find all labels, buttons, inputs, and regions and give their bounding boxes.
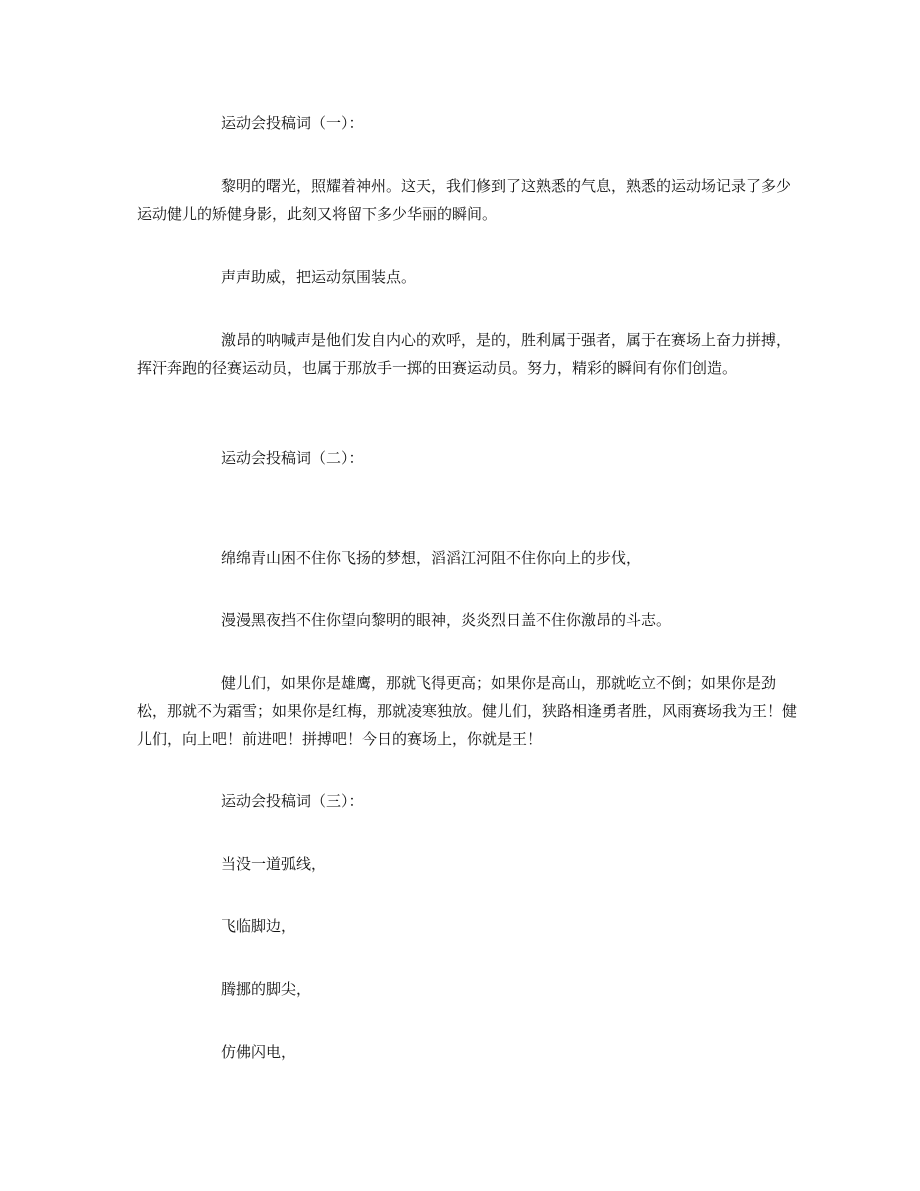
paragraph-dawn: 黎明的曙光，照耀着神州。这天，我们修到了这熟悉的气息，熟悉的运动场记录了多少运动健儿的矫健身影，此刻又将留下多少华丽的瞬间。 — [137, 177, 792, 223]
poem-line-3: 腾挪的脚尖， — [221, 980, 312, 998]
paragraph-shouts: 激昂的呐喊声是他们发自内心的欢呼，是的，胜利属于强者，属于在赛场上奋力拼搏，挥汗奔跑的径赛运动员，也属于那放手一掷的田赛运动员。努力，精彩的瞬间有你们创造。 — [137, 331, 792, 377]
section-heading-2: 运动会投稿词（二）： — [221, 449, 364, 467]
paragraph-night: 漫漫黑夜挡不住你望向黎明的眼神，炎炎烈日盖不住你激昂的斗志。 — [221, 611, 672, 629]
poem-line-4: 仿佛闪电， — [221, 1043, 297, 1061]
poem-line-2: 飞临脚边， — [221, 917, 297, 935]
section-heading-1: 运动会投稿词（一）： — [221, 114, 364, 132]
paragraph-mountains: 绵绵青山困不住你飞扬的梦想，滔滔江河阻不住你向上的步伐， — [221, 549, 642, 567]
paragraph-cheer: 声声助威，把运动氛围装点。 — [221, 268, 417, 286]
paragraph-athletes: 健儿们，如果你是雄鹰，那就飞得更高；如果你是高山，那就屹立不倒；如果你是劲松，那就不为霜雪；如果你是红梅，那就凌寒独放。健儿们，狭路相逢勇者胜，风雨赛场我为王！健儿们，向上吧！前进吧！拼搏吧！今日的赛场上，你就是王！ — [137, 674, 798, 748]
poem-line-1: 当没一道弧线， — [221, 855, 327, 873]
section-heading-3: 运动会投稿词（三）： — [221, 792, 364, 810]
